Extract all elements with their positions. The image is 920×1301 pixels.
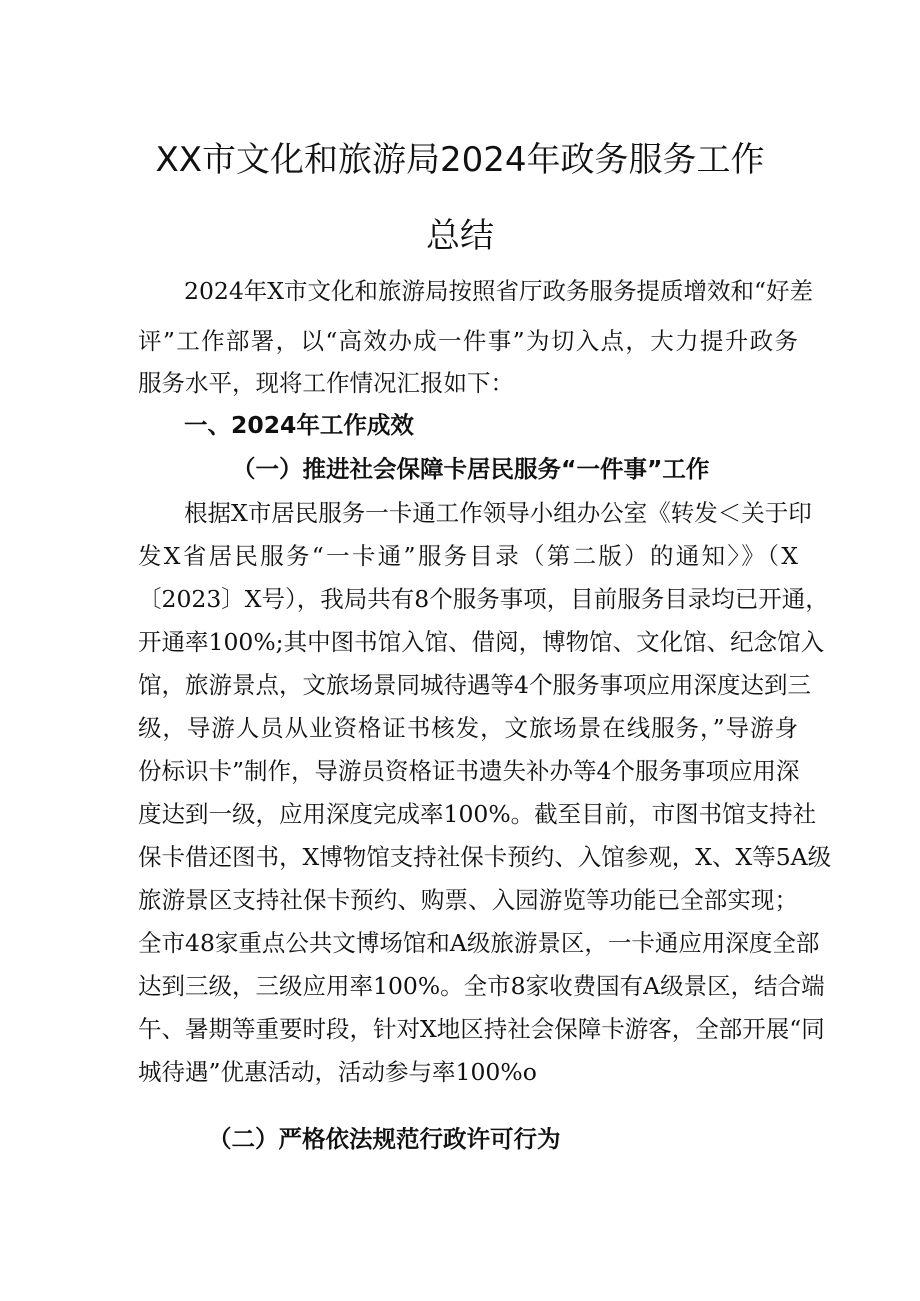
body-paragraph-line: 〔2023〕X号），我局共有8个服务事项，目前服务目录均已开通， xyxy=(138,585,829,613)
section-heading: 一、2024年工作成效 xyxy=(184,411,414,439)
intro-paragraph-line: 服务水平，现将工作情况汇报如下： xyxy=(138,369,514,397)
body-paragraph-line: 旅游景区支持社保卡预约、购票、入园游览等功能已全部实现； xyxy=(138,886,798,914)
body-paragraph-line: 城待遇”优惠活动，活动参与率100%o xyxy=(138,1058,537,1086)
body-paragraph-line: 开通率100%;其中图书馆入馆、借阅，博物馆、文化馆、纪念馆入 xyxy=(138,628,825,656)
subsection-heading: （一）推进社会保障卡居民服务“一件事”工作 xyxy=(232,455,710,483)
body-paragraph-line: 根据X市居民服务一卡通工作领导小组办公室《转发＜关于印 xyxy=(184,499,812,527)
intro-paragraph-line: 评”工作部署，以“高效办成一件事”为切入点，大力提升政务 xyxy=(138,327,798,355)
body-paragraph-line: 午、暑期等重要时段，针对X地区持社会保障卡游客，全部开展“同 xyxy=(138,1015,825,1043)
body-paragraph-line: 度达到一级，应用深度完成率100%。截至目前，市图书馆支持社 xyxy=(138,800,817,828)
body-paragraph-line: 达到三级，三级应用率100%。全市8家收费国有A级景区，结合端 xyxy=(138,972,825,1000)
body-paragraph-line: 级，导游人员从业资格证书核发，文旅场景在线服务，”导游身 xyxy=(138,714,798,742)
body-paragraph-line: 发X省居民服务“一卡通”服务目录（第二版）的通知〉》（X xyxy=(138,542,798,570)
body-paragraph-line: 馆，旅游景点，文旅场景同城待遇等4个服务事项应用深度达到三 xyxy=(138,671,811,699)
intro-paragraph-line: 2024年X市文化和旅游局按照省厅政务服务提质增效和“好差 xyxy=(184,277,814,305)
body-paragraph-line: 份标识卡”制作，导游员资格证书遗失补办等4个服务事项应用深 xyxy=(138,757,800,785)
subsection-heading: （二）严格依法规范行政许可行为 xyxy=(208,1125,561,1153)
document-title-line-1: XX市文化和旅游局2024年政务服务工作 xyxy=(155,140,765,180)
body-paragraph-line: 保卡借还图书，X博物馆支持社保卡预约、入馆参观，X、X等5A级 xyxy=(138,843,832,871)
document-title-line-2: 总结 xyxy=(426,216,494,256)
body-paragraph-line: 全市48家重点公共文博场馆和A级旅游景区，一卡通应用深度全部 xyxy=(138,929,820,957)
